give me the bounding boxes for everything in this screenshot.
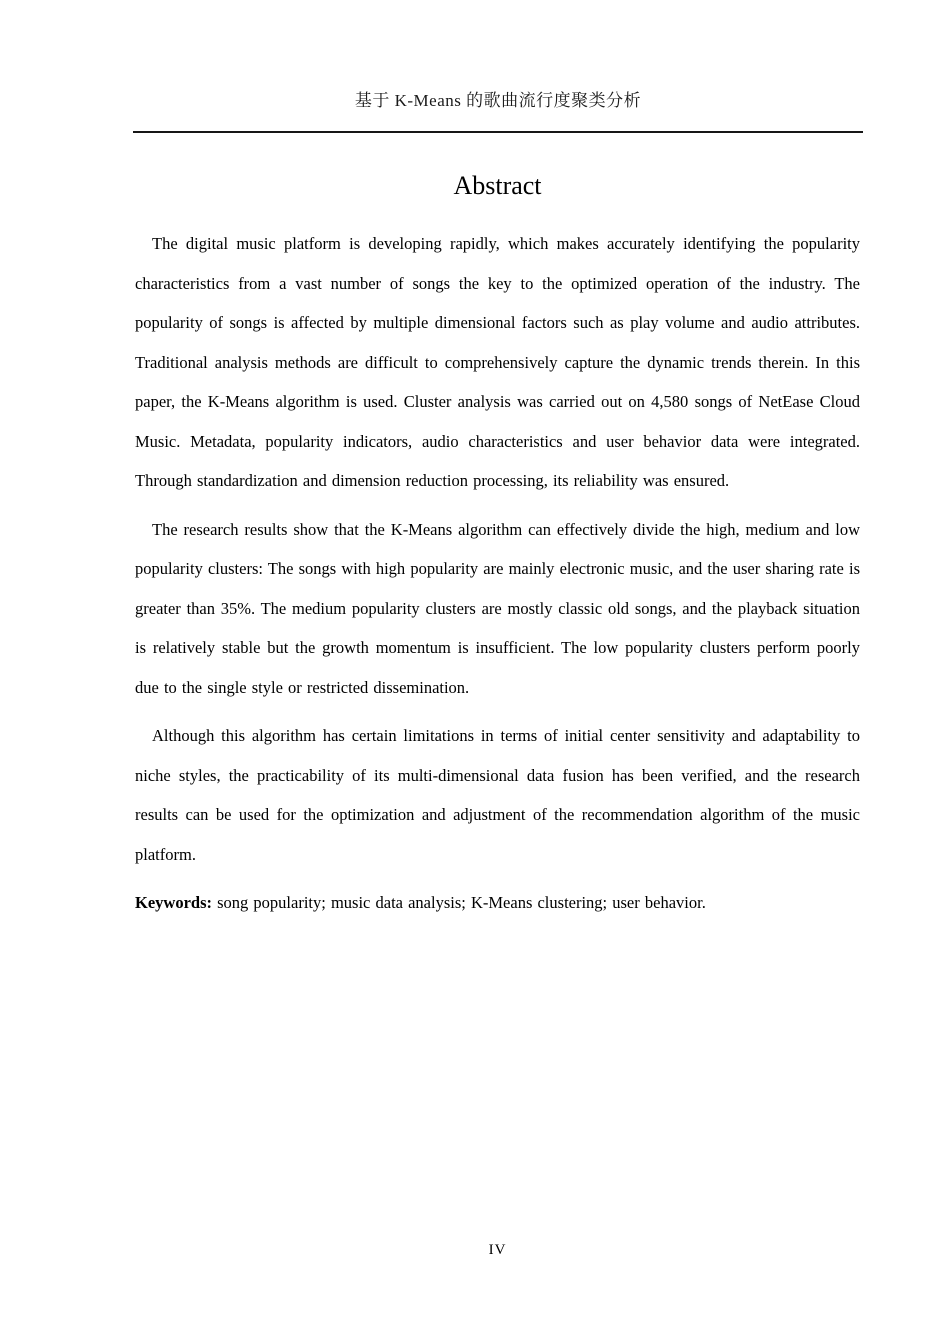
page-content <box>135 133 860 923</box>
keywords-label: Keywords: <box>135 893 212 912</box>
abstract-paragraph-1: The digital music platform is developing rapidly, which makes accurately identifying the popularity characteristics from a vast number of songs the key to the optimized operation of the industry. The popularity of songs is affected by multiple dimensional factors such as play volume and audio attributes. Traditional analysis methods are difficult to comprehensively capture the dynamic trends therein. In this paper, the K-Means algorithm is used. Cluster analysis was carried out on 4,580 songs of NetEase Cloud Music. Metadata, popularity indicators, audio characteristics and user behavior data were integrated. Through standardization and dimension reduction processing, its reliability was ensured. <box>135 234 860 490</box>
page-footer <box>135 1241 860 1259</box>
keywords-line <box>135 883 860 923</box>
page-header <box>133 88 863 114</box>
keywords-text: song popularity; music data analysis; K-Means clustering; user behavior. <box>212 893 706 912</box>
page-number: IV <box>488 1242 507 1258</box>
abstract-title: Abstract <box>453 171 542 200</box>
header-title: 基于 K-Means 的歌曲流行度聚类分析 <box>354 91 642 110</box>
abstract-paragraph-2: The research results show that the K-Means algorithm can effectively divide the high, medium and low popularity clusters: The songs with high popularity are mainly electronic music, and the user sharing rate is greater than 35%. The medium popularity clusters are mostly classic old songs, and the playback situation is relatively stable but the growth momentum is insufficient. The low popularity clusters perform poorly due to the single style or restricted dissemination. <box>135 519 860 697</box>
abstract-paragraph-3: Although this algorithm has certain limitations in terms of initial center sensitivity and adaptability to niche styles, the practicability of its multi-dimensional data fusion has been verified, and the research results can be used for the optimization and adjustment of the recommendation algorithm of the music platform. <box>135 726 860 864</box>
